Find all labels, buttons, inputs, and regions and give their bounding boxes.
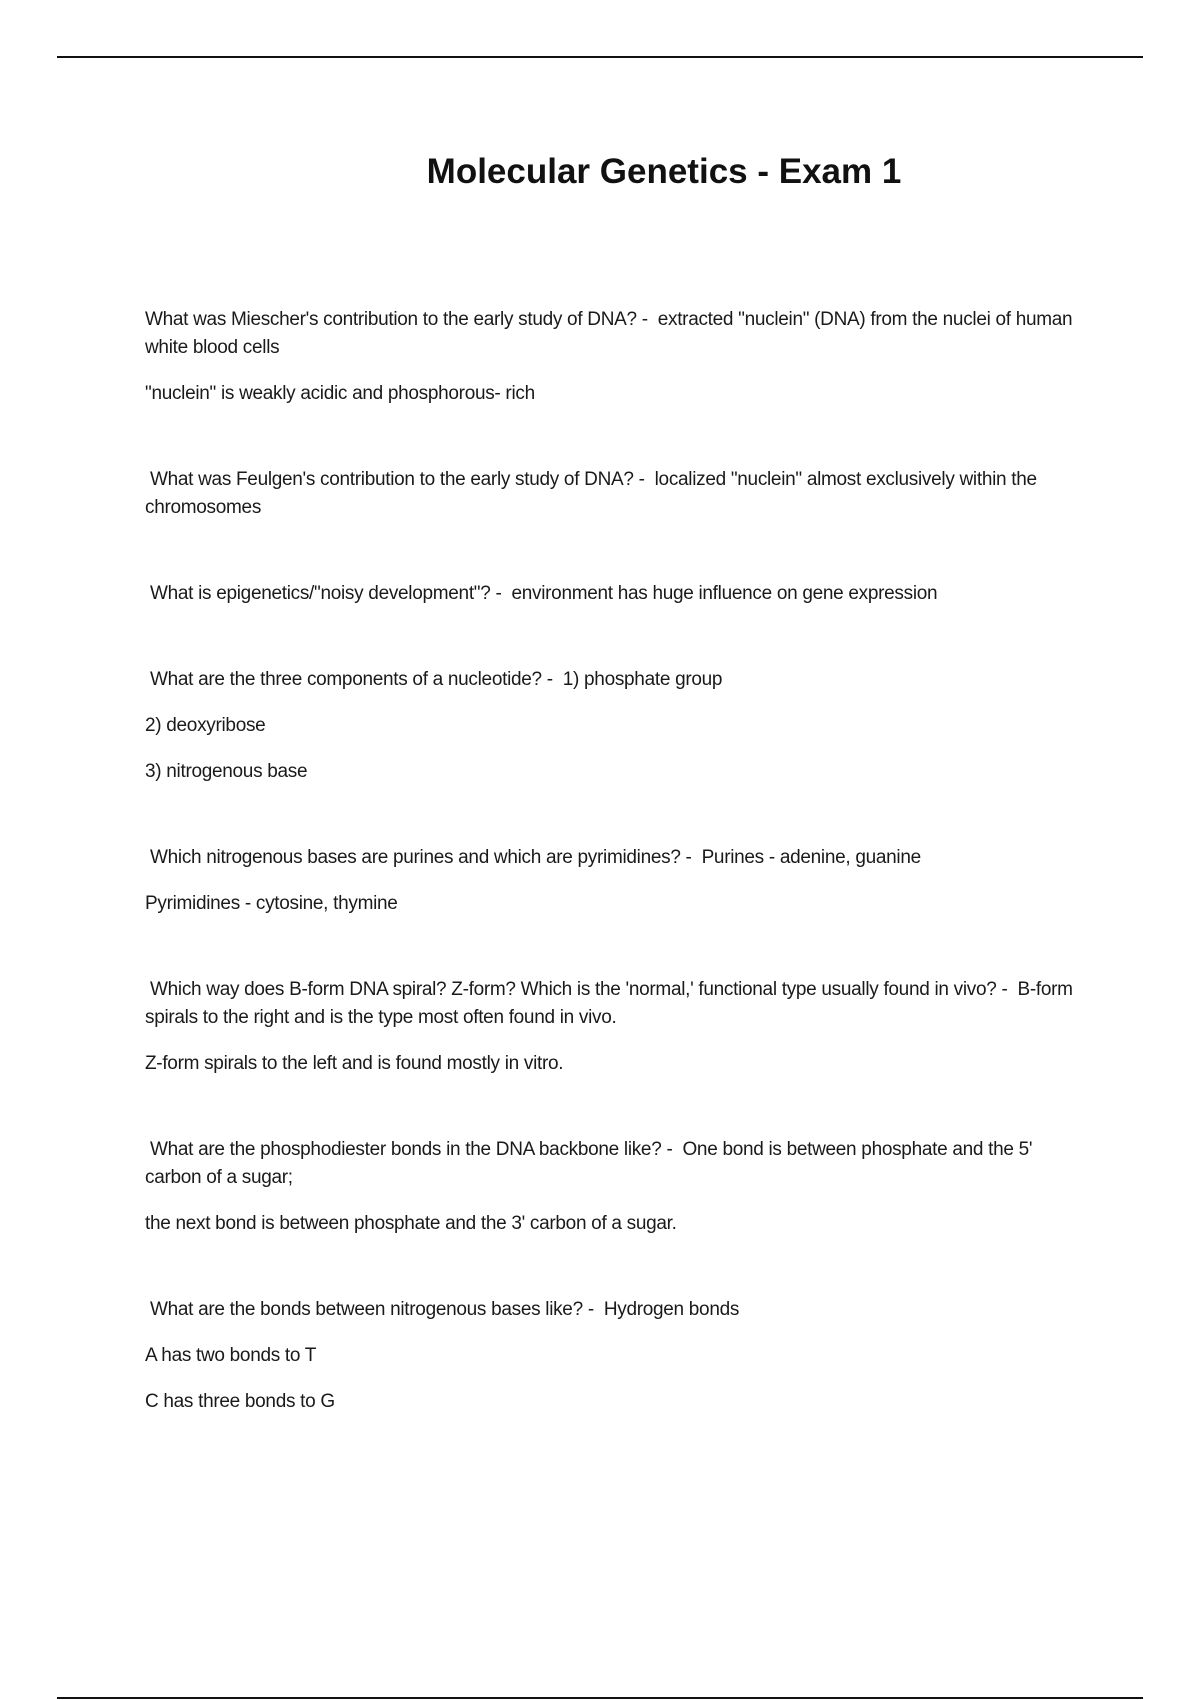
qa-question-line xyxy=(145,306,1080,362)
question-text: What are the phosphodiester bonds in the DNA backbone like? - xyxy=(150,1139,673,1160)
question-text: What are the three components of a nucleotide? - xyxy=(150,669,553,690)
qa-item-base-bonds xyxy=(145,1296,1080,1416)
qa-item-dna-spiral xyxy=(145,976,1080,1078)
document-title: Molecular Genetics - Exam 1 xyxy=(426,152,902,191)
qa-item-miescher xyxy=(145,306,1080,408)
answer-line: Z-form spirals to the left and is found mostly in vitro. xyxy=(145,1053,564,1074)
qa-item-purines xyxy=(145,844,1080,918)
question-text: What was Miescher's contribution to the early study of DNA? - xyxy=(145,309,648,330)
answer-line: Pyrimidines - cytosine, thymine xyxy=(145,893,398,914)
question-text: What is epigenetics/"noisy development"? - xyxy=(150,583,502,604)
answer-text: 1) phosphate group xyxy=(562,669,723,690)
answer-text: environment has huge influence on gene expression xyxy=(511,583,938,604)
qa-question-line xyxy=(145,844,1080,872)
qa-question-line xyxy=(145,1136,1080,1192)
question-text: Which way does B-form DNA spiral? Z-form? Which is the 'normal,' functional type usually found in vivo? - xyxy=(150,979,1008,1000)
qa-question-line xyxy=(145,976,1080,1032)
question-text: What was Feulgen's contribution to the early study of DNA? - xyxy=(150,469,645,490)
qa-item-feulgen xyxy=(145,466,1080,522)
answer-text: Purines - adenine, guanine xyxy=(701,847,921,868)
question-text: What are the bonds between nitrogenous bases like? - xyxy=(150,1299,594,1320)
answer-line: the next bond is between phosphate and the 3' carbon of a sugar. xyxy=(145,1213,677,1234)
top-rule xyxy=(57,56,1143,58)
bottom-rule xyxy=(57,1697,1143,1699)
qa-list xyxy=(145,306,1080,1474)
qa-question-line xyxy=(145,1296,1080,1324)
qa-question-line xyxy=(145,580,1080,608)
qa-item-epigenetics xyxy=(145,580,1080,608)
qa-item-phosphodiester xyxy=(145,1136,1080,1238)
answer-line: C has three bonds to G xyxy=(145,1391,335,1412)
answer-text: extracted "nuclein" (DNA) from the nuclei of human white blood cells xyxy=(145,309,1073,358)
qa-question-line xyxy=(145,466,1080,522)
qa-item-nucleotide xyxy=(145,666,1080,786)
answer-line: A has two bonds to T xyxy=(145,1345,317,1366)
answer-line: "nuclein" is weakly acidic and phosphorous- rich xyxy=(145,383,535,404)
answer-text: Hydrogen bonds xyxy=(603,1299,740,1320)
answer-text: B-form spirals to the right and is the type most often found in vivo. xyxy=(145,979,1073,1028)
answer-text: localized "nuclein" almost exclusively within the chromosomes xyxy=(145,469,1037,518)
question-text: Which nitrogenous bases are purines and which are pyrimidines? - xyxy=(150,847,692,868)
answer-line: 3) nitrogenous base xyxy=(145,761,308,782)
answer-text: One bond is between phosphate and the 5' carbon of a sugar; xyxy=(145,1139,1033,1188)
qa-question-line xyxy=(145,666,1080,694)
answer-line: 2) deoxyribose xyxy=(145,715,266,736)
